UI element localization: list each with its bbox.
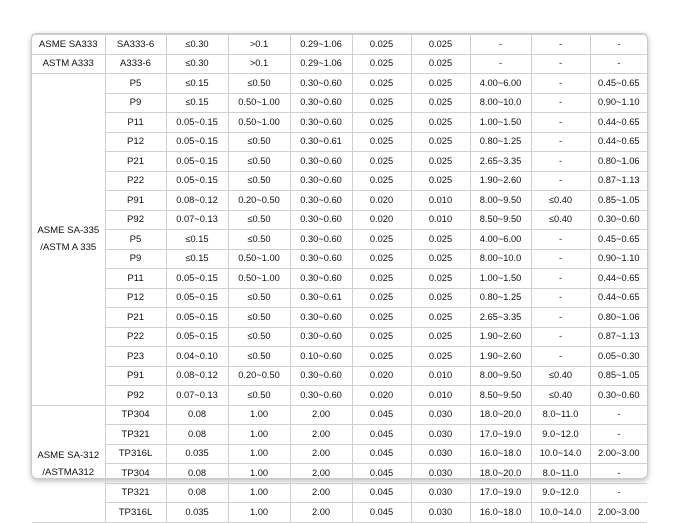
carbon-cell: 0.08 (166, 405, 228, 425)
sulfur-cell: 0.030 (411, 464, 470, 484)
carbon-cell: 0.05~0.15 (166, 269, 228, 289)
chromium-cell: 1.90~2.60 (470, 327, 531, 347)
chromium-cell: 16.0~18.0 (470, 503, 531, 523)
silicon-cell: 1.00 (228, 464, 290, 484)
molybdenum-cell: 2.00~3.00 (590, 503, 647, 523)
phosphorus-cell: 0.025 (352, 152, 411, 172)
molybdenum-cell: 0.90~1.10 (590, 249, 647, 269)
phosphorus-cell: 0.020 (352, 366, 411, 386)
nickel-cell: - (531, 230, 590, 250)
standard-label: ASTM A333 (42, 58, 94, 70)
silicon-cell: 0.20~0.50 (228, 366, 290, 386)
grade-cell: TP321 (105, 425, 166, 445)
nickel-cell: - (531, 132, 590, 152)
carbon-cell: ≤0.30 (166, 54, 228, 74)
standard-label: ASME SA333 (38, 38, 98, 50)
carbon-cell: 0.05~0.15 (166, 308, 228, 328)
silicon-cell: 1.00 (228, 444, 290, 464)
phosphorus-cell: 0.020 (352, 210, 411, 230)
molybdenum-cell: 0.80~1.06 (590, 152, 647, 172)
carbon-cell: 0.035 (166, 444, 228, 464)
grade-cell: P22 (105, 171, 166, 191)
carbon-cell: ≤0.30 (166, 35, 228, 55)
table-row (32, 113, 647, 133)
grade-cell: P12 (105, 288, 166, 308)
sulfur-cell: 0.025 (411, 308, 470, 328)
grade-cell: P5 (105, 230, 166, 250)
nickel-cell: 10.0~14.0 (531, 503, 590, 523)
silicon-cell: 1.00 (228, 405, 290, 425)
phosphorus-cell: 0.025 (352, 230, 411, 250)
manganese-cell: 2.00 (290, 503, 352, 523)
nickel-cell: 8.0~11.0 (531, 464, 590, 484)
silicon-cell: ≤0.50 (228, 327, 290, 347)
standard-label: ASME SA-312 (37, 449, 100, 461)
silicon-cell: 1.00 (228, 503, 290, 523)
phosphorus-cell: 0.045 (352, 483, 411, 503)
sulfur-cell: 0.025 (411, 74, 470, 94)
molybdenum-cell: 0.80~1.06 (590, 308, 647, 328)
molybdenum-cell: 0.30~0.60 (590, 210, 647, 230)
carbon-cell: 0.07~0.13 (166, 386, 228, 406)
nickel-cell: - (531, 288, 590, 308)
phosphorus-cell: 0.025 (352, 74, 411, 94)
carbon-cell: 0.08~0.12 (166, 366, 228, 386)
molybdenum-cell: 2.00~3.00 (590, 444, 647, 464)
sulfur-cell: 0.030 (411, 444, 470, 464)
nickel-cell: 8.0~11.0 (531, 405, 590, 425)
molybdenum-cell: 0.87~1.13 (590, 327, 647, 347)
sulfur-cell: 0.025 (411, 93, 470, 113)
table-row (32, 327, 647, 347)
phosphorus-cell: 0.045 (352, 425, 411, 445)
table-row (32, 386, 647, 406)
sulfur-cell: 0.025 (411, 113, 470, 133)
table-row (32, 230, 647, 250)
manganese-cell: 0.30~0.60 (290, 191, 352, 211)
carbon-cell: 0.05~0.15 (166, 288, 228, 308)
molybdenum-cell: 0.87~1.13 (590, 171, 647, 191)
manganese-cell: 2.00 (290, 444, 352, 464)
silicon-cell: ≤0.50 (228, 210, 290, 230)
phosphorus-cell: 0.025 (352, 113, 411, 133)
sulfur-cell: 0.030 (411, 503, 470, 523)
manganese-cell: 0.30~0.60 (290, 152, 352, 172)
molybdenum-cell: 0.05~0.30 (590, 347, 647, 367)
table-row (32, 347, 647, 367)
molybdenum-cell: - (590, 483, 647, 503)
molybdenum-cell: 0.85~1.05 (590, 366, 647, 386)
chromium-cell: 0.80~1.25 (470, 132, 531, 152)
nickel-cell: - (531, 347, 590, 367)
table-row (32, 405, 647, 425)
molybdenum-cell: - (590, 35, 647, 55)
sulfur-cell: 0.025 (411, 152, 470, 172)
silicon-cell: 1.00 (228, 483, 290, 503)
chromium-cell: 1.00~1.50 (470, 113, 531, 133)
chromium-cell: 17.0~19.0 (470, 483, 531, 503)
table-row (32, 210, 647, 230)
sulfur-cell: 0.010 (411, 191, 470, 211)
carbon-cell: 0.08 (166, 483, 228, 503)
sulfur-cell: 0.030 (411, 405, 470, 425)
grade-cell: P11 (105, 269, 166, 289)
chromium-cell: 4.00~6.00 (470, 74, 531, 94)
molybdenum-cell: 0.44~0.65 (590, 269, 647, 289)
grade-cell: P9 (105, 249, 166, 269)
silicon-cell: ≤0.50 (228, 152, 290, 172)
silicon-cell: ≤0.50 (228, 74, 290, 94)
nickel-cell: 10.0~14.0 (531, 444, 590, 464)
carbon-cell: 0.08 (166, 464, 228, 484)
grade-cell: TP316L (105, 503, 166, 523)
silicon-cell: ≤0.50 (228, 386, 290, 406)
molybdenum-cell: 0.85~1.05 (590, 191, 647, 211)
phosphorus-cell: 0.025 (352, 93, 411, 113)
table-row (32, 191, 647, 211)
manganese-cell: 2.00 (290, 464, 352, 484)
grade-cell: P9 (105, 93, 166, 113)
grade-cell: TP304 (105, 464, 166, 484)
manganese-cell: 0.30~0.60 (290, 113, 352, 133)
sulfur-cell: 0.010 (411, 366, 470, 386)
carbon-cell: 0.05~0.15 (166, 327, 228, 347)
grade-cell: SA333-6 (105, 35, 166, 55)
sulfur-cell: 0.030 (411, 483, 470, 503)
manganese-cell: 0.30~0.60 (290, 386, 352, 406)
chromium-cell: 1.00~1.50 (470, 269, 531, 289)
chromium-cell: 18.0~20.0 (470, 405, 531, 425)
table-row (32, 464, 647, 484)
nickel-cell: ≤0.40 (531, 191, 590, 211)
standard-label: ASME SA-335 (37, 225, 100, 237)
silicon-cell: ≤0.50 (228, 308, 290, 328)
table-row (32, 54, 647, 74)
chromium-cell: 17.0~19.0 (470, 425, 531, 445)
standard-label: /ASTMA312 (42, 466, 95, 478)
table-body (32, 35, 647, 523)
grade-cell: P92 (105, 386, 166, 406)
grade-cell: TP304 (105, 405, 166, 425)
nickel-cell: - (531, 249, 590, 269)
nickel-cell: 9.0~12.0 (531, 425, 590, 445)
phosphorus-cell: 0.045 (352, 405, 411, 425)
phosphorus-cell: 0.045 (352, 444, 411, 464)
manganese-cell: 0.30~0.60 (290, 230, 352, 250)
composition-table-card (31, 33, 648, 518)
phosphorus-cell: 0.025 (352, 249, 411, 269)
phosphorus-cell: 0.025 (352, 347, 411, 367)
nickel-cell: - (531, 74, 590, 94)
phosphorus-cell: 0.020 (352, 191, 411, 211)
standard-label: /ASTM A 335 (40, 242, 97, 254)
manganese-cell: 0.30~0.60 (290, 269, 352, 289)
chromium-cell: 8.00~9.50 (470, 191, 531, 211)
molybdenum-cell: 0.44~0.65 (590, 132, 647, 152)
molybdenum-cell: 0.45~0.65 (590, 74, 647, 94)
table-row (32, 74, 647, 94)
silicon-cell: ≤0.50 (228, 171, 290, 191)
sulfur-cell: 0.025 (411, 288, 470, 308)
phosphorus-cell: 0.045 (352, 464, 411, 484)
nickel-cell: - (531, 35, 590, 55)
silicon-cell: 1.00 (228, 425, 290, 445)
silicon-cell: ≤0.50 (228, 288, 290, 308)
chromium-cell: 8.00~9.50 (470, 366, 531, 386)
carbon-cell: 0.035 (166, 503, 228, 523)
phosphorus-cell: 0.025 (352, 327, 411, 347)
silicon-cell: >0.1 (228, 54, 290, 74)
chromium-cell: 16.0~18.0 (470, 444, 531, 464)
molybdenum-cell: 0.44~0.65 (590, 288, 647, 308)
carbon-cell: 0.07~0.13 (166, 210, 228, 230)
manganese-cell: 0.30~0.61 (290, 132, 352, 152)
grade-cell: P12 (105, 132, 166, 152)
manganese-cell: 0.30~0.60 (290, 210, 352, 230)
chromium-cell: 2.65~3.35 (470, 152, 531, 172)
sulfur-cell: 0.010 (411, 210, 470, 230)
carbon-cell: 0.08 (166, 425, 228, 445)
molybdenum-cell: 0.30~0.60 (590, 386, 647, 406)
phosphorus-cell: 0.020 (352, 386, 411, 406)
sulfur-cell: 0.025 (411, 54, 470, 74)
grade-cell: P22 (105, 327, 166, 347)
carbon-cell: 0.05~0.15 (166, 171, 228, 191)
manganese-cell: 2.00 (290, 405, 352, 425)
chromium-cell: 8.00~10.0 (470, 249, 531, 269)
table-row (32, 269, 647, 289)
molybdenum-cell: - (590, 405, 647, 425)
chemical-composition-table (32, 34, 647, 523)
sulfur-cell: 0.025 (411, 269, 470, 289)
phosphorus-cell: 0.045 (352, 503, 411, 523)
nickel-cell: - (531, 93, 590, 113)
manganese-cell: 0.10~0.60 (290, 347, 352, 367)
carbon-cell: ≤0.15 (166, 230, 228, 250)
table-row (32, 171, 647, 191)
nickel-cell: ≤0.40 (531, 386, 590, 406)
sulfur-cell: 0.025 (411, 249, 470, 269)
phosphorus-cell: 0.025 (352, 171, 411, 191)
silicon-cell: 0.50~1.00 (228, 249, 290, 269)
standard-cell (32, 405, 105, 522)
sulfur-cell: 0.025 (411, 35, 470, 55)
chromium-cell: 1.90~2.60 (470, 347, 531, 367)
silicon-cell: >0.1 (228, 35, 290, 55)
phosphorus-cell: 0.025 (352, 35, 411, 55)
phosphorus-cell: 0.025 (352, 54, 411, 74)
molybdenum-cell: - (590, 54, 647, 74)
grade-cell: P11 (105, 113, 166, 133)
molybdenum-cell: 0.90~1.10 (590, 93, 647, 113)
carbon-cell: ≤0.15 (166, 74, 228, 94)
nickel-cell: ≤0.40 (531, 366, 590, 386)
nickel-cell: ≤0.40 (531, 210, 590, 230)
carbon-cell: 0.05~0.15 (166, 152, 228, 172)
grade-cell: P5 (105, 74, 166, 94)
manganese-cell: 0.30~0.60 (290, 249, 352, 269)
carbon-cell: 0.08~0.12 (166, 191, 228, 211)
sulfur-cell: 0.025 (411, 347, 470, 367)
manganese-cell: 0.30~0.60 (290, 366, 352, 386)
nickel-cell: - (531, 308, 590, 328)
table-row (32, 93, 647, 113)
nickel-cell: - (531, 54, 590, 74)
grade-cell: P92 (105, 210, 166, 230)
manganese-cell: 0.30~0.60 (290, 74, 352, 94)
manganese-cell: 0.29~1.06 (290, 54, 352, 74)
silicon-cell: 0.50~1.00 (228, 113, 290, 133)
sulfur-cell: 0.025 (411, 230, 470, 250)
chromium-cell: 1.90~2.60 (470, 171, 531, 191)
phosphorus-cell: 0.025 (352, 308, 411, 328)
silicon-cell: 0.50~1.00 (228, 93, 290, 113)
silicon-cell: 0.50~1.00 (228, 269, 290, 289)
manganese-cell: 2.00 (290, 483, 352, 503)
manganese-cell: 0.30~0.61 (290, 288, 352, 308)
phosphorus-cell: 0.025 (352, 288, 411, 308)
molybdenum-cell: - (590, 464, 647, 484)
table-row (32, 35, 647, 55)
table-row (32, 288, 647, 308)
table-row (32, 308, 647, 328)
silicon-cell: 0.20~0.50 (228, 191, 290, 211)
standard-cell (32, 54, 105, 74)
table-row (32, 366, 647, 386)
nickel-cell: 9.0~12.0 (531, 483, 590, 503)
standard-cell (32, 35, 105, 55)
standard-cell (32, 74, 105, 406)
chromium-cell: 8.50~9.50 (470, 386, 531, 406)
grade-cell: P23 (105, 347, 166, 367)
table-row (32, 132, 647, 152)
sulfur-cell: 0.025 (411, 132, 470, 152)
chromium-cell: - (470, 35, 531, 55)
nickel-cell: - (531, 152, 590, 172)
carbon-cell: ≤0.15 (166, 249, 228, 269)
sulfur-cell: 0.030 (411, 425, 470, 445)
manganese-cell: 2.00 (290, 425, 352, 445)
chromium-cell: 18.0~20.0 (470, 464, 531, 484)
chromium-cell: 0.80~1.25 (470, 288, 531, 308)
silicon-cell: ≤0.50 (228, 132, 290, 152)
grade-cell: A333-6 (105, 54, 166, 74)
manganese-cell: 0.30~0.60 (290, 308, 352, 328)
grade-cell: P91 (105, 191, 166, 211)
nickel-cell: - (531, 269, 590, 289)
table-row (32, 249, 647, 269)
phosphorus-cell: 0.025 (352, 132, 411, 152)
grade-cell: P21 (105, 152, 166, 172)
chromium-cell: 8.50~9.50 (470, 210, 531, 230)
molybdenum-cell: - (590, 425, 647, 445)
manganese-cell: 0.30~0.60 (290, 327, 352, 347)
phosphorus-cell: 0.025 (352, 269, 411, 289)
chromium-cell: 4.00~6.00 (470, 230, 531, 250)
molybdenum-cell: 0.44~0.65 (590, 113, 647, 133)
table-row (32, 444, 647, 464)
manganese-cell: 0.30~0.60 (290, 171, 352, 191)
molybdenum-cell: 0.45~0.65 (590, 230, 647, 250)
grade-cell: P91 (105, 366, 166, 386)
manganese-cell: 0.29~1.06 (290, 35, 352, 55)
carbon-cell: 0.05~0.15 (166, 113, 228, 133)
chromium-cell: 8.00~10.0 (470, 93, 531, 113)
nickel-cell: - (531, 171, 590, 191)
carbon-cell: ≤0.15 (166, 93, 228, 113)
silicon-cell: ≤0.50 (228, 230, 290, 250)
grade-cell: TP316L (105, 444, 166, 464)
carbon-cell: 0.04~0.10 (166, 347, 228, 367)
chromium-cell: - (470, 54, 531, 74)
chromium-cell: 2.65~3.35 (470, 308, 531, 328)
grade-cell: P21 (105, 308, 166, 328)
nickel-cell: - (531, 113, 590, 133)
sulfur-cell: 0.025 (411, 327, 470, 347)
sulfur-cell: 0.010 (411, 386, 470, 406)
table-row (32, 425, 647, 445)
table-row (32, 483, 647, 503)
manganese-cell: 0.30~0.60 (290, 93, 352, 113)
table-row (32, 503, 647, 523)
nickel-cell: - (531, 327, 590, 347)
sulfur-cell: 0.025 (411, 171, 470, 191)
carbon-cell: 0.05~0.15 (166, 132, 228, 152)
silicon-cell: ≤0.50 (228, 347, 290, 367)
grade-cell: TP321 (105, 483, 166, 503)
table-row (32, 152, 647, 172)
